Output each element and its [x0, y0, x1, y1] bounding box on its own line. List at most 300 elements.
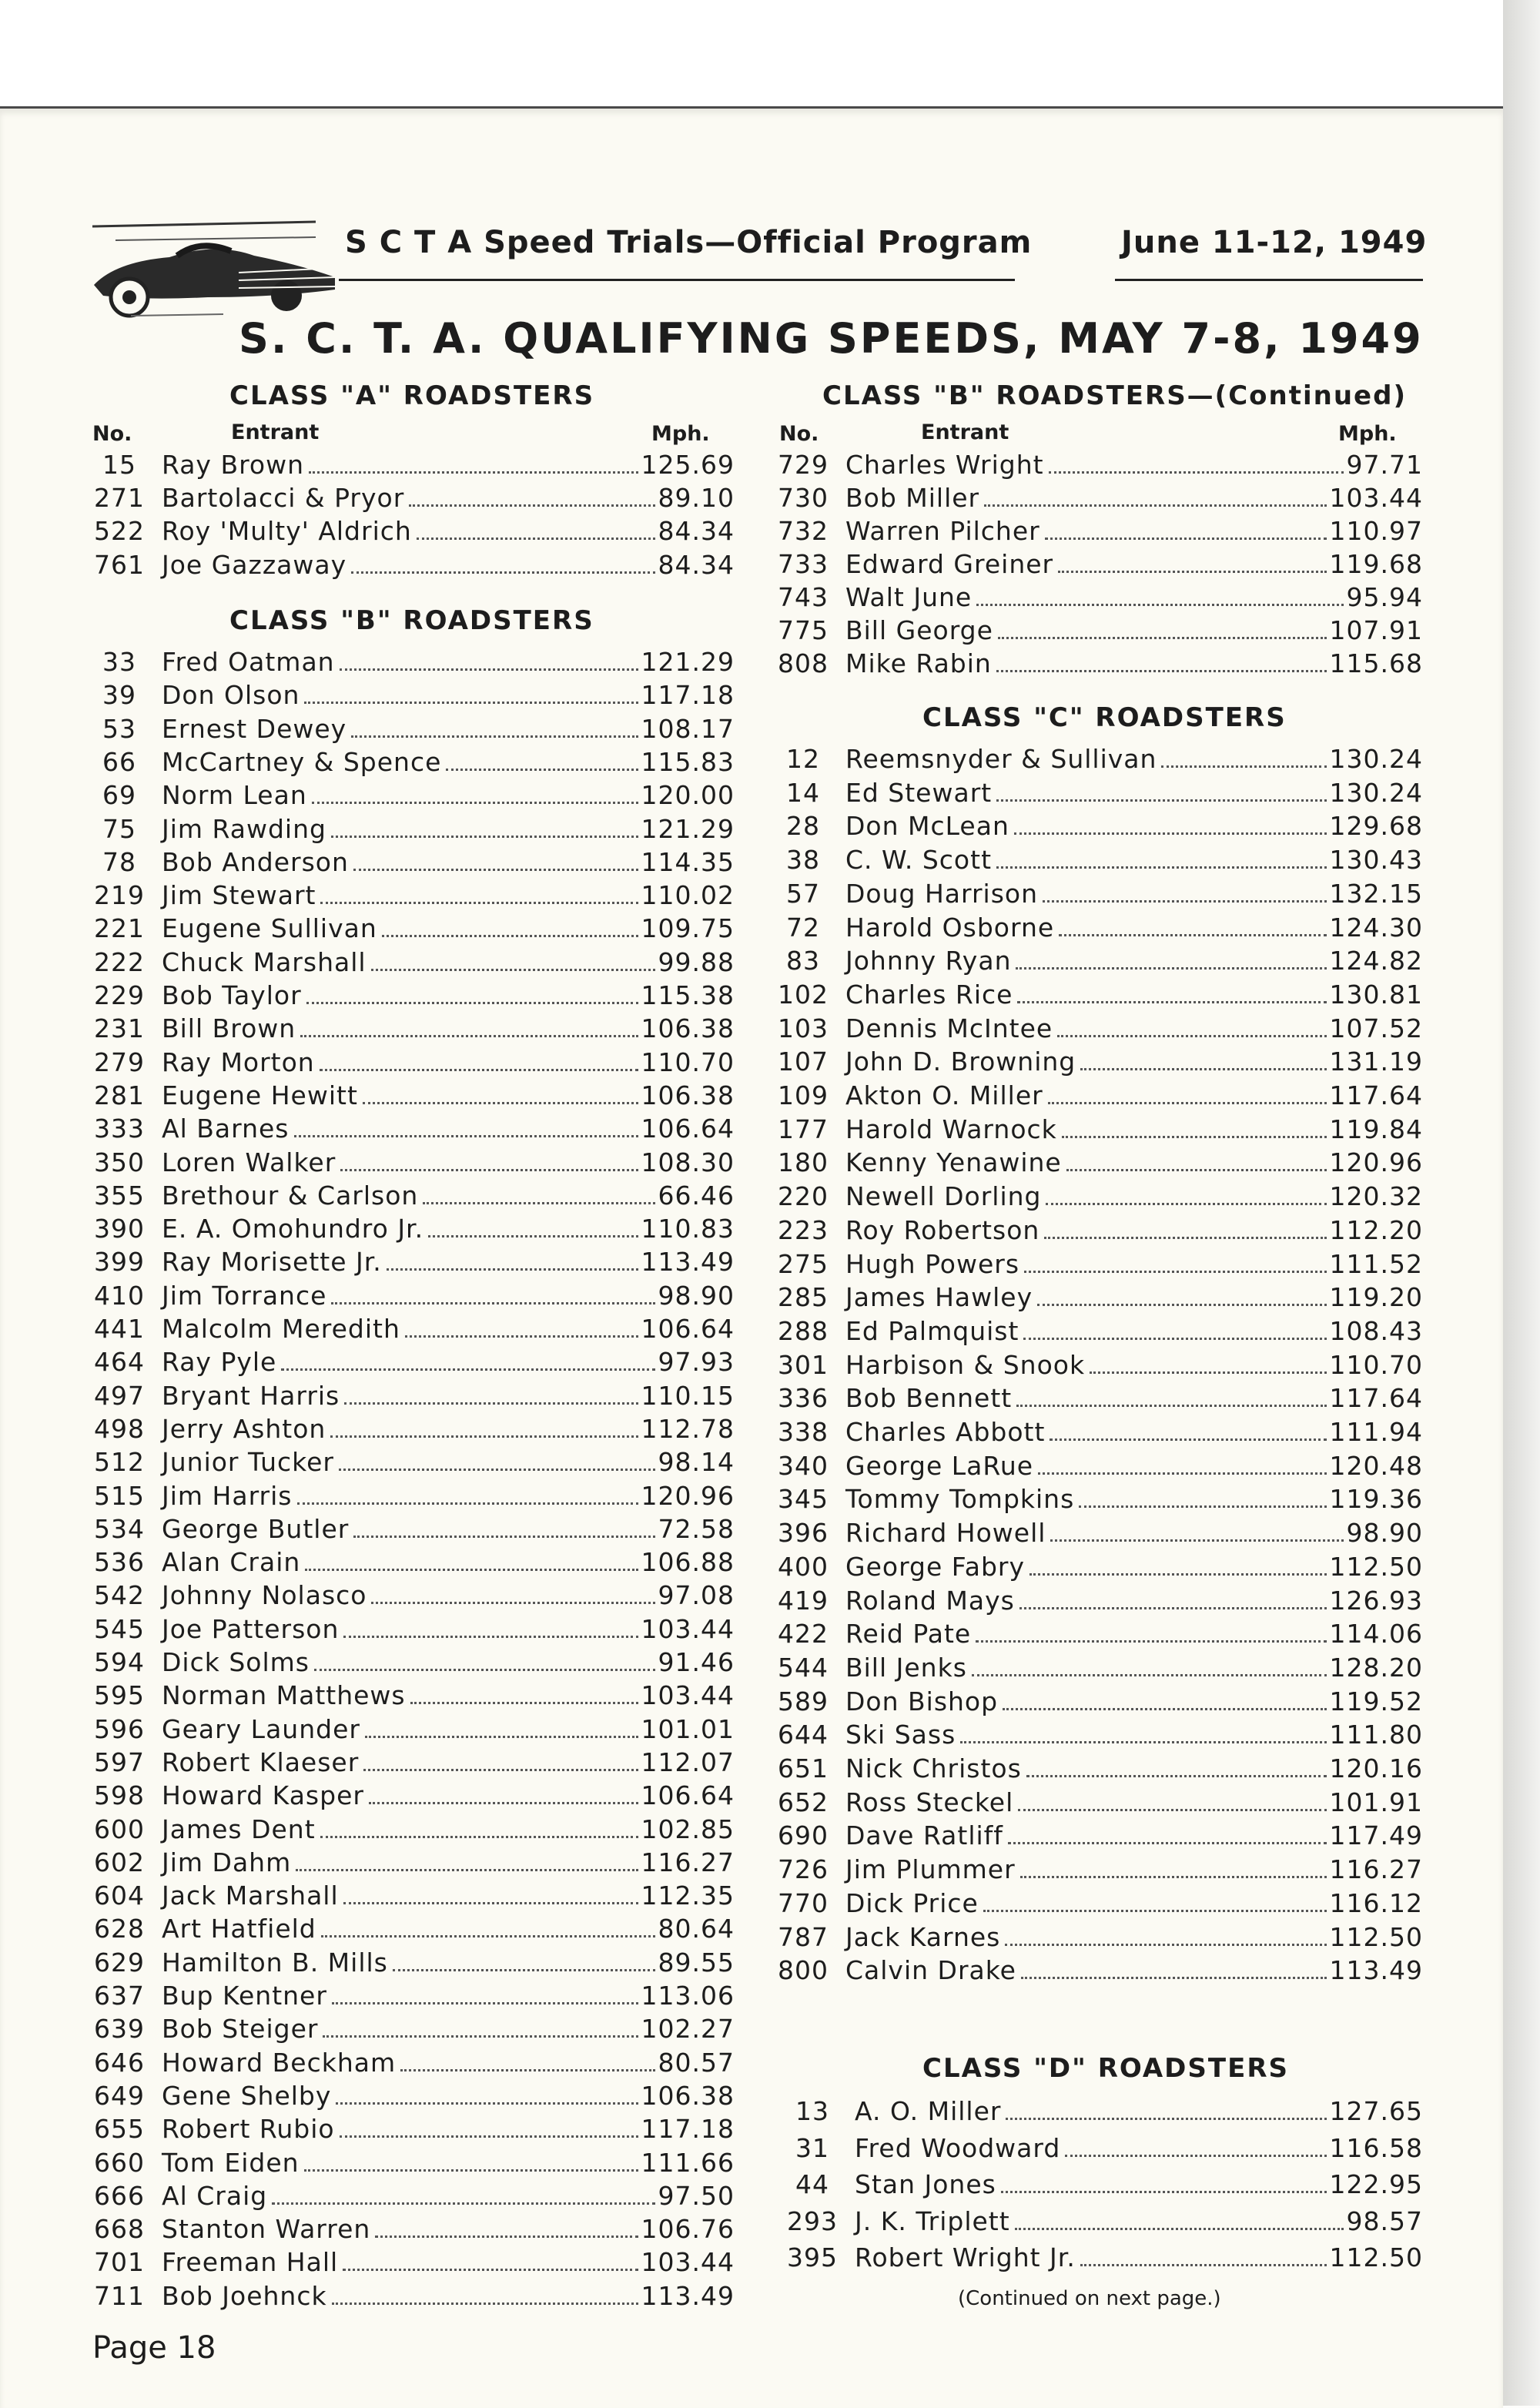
- speed-mph: 112.50: [1329, 2242, 1423, 2272]
- speed-mph: 106.64: [641, 1780, 735, 1811]
- table-row: [761, 778, 1423, 809]
- table-row: [761, 615, 1423, 646]
- dot-leader: [1050, 1539, 1343, 1542]
- dot-leader: [1020, 1876, 1327, 1878]
- entrant-name: C. W. Scott: [845, 845, 993, 876]
- table-row: [77, 1580, 735, 1611]
- entrant-name: Reemsnyder & Sullivan: [845, 744, 1157, 774]
- dot-leader: [1080, 1068, 1326, 1070]
- entrant-name: Edward Greiner: [845, 549, 1054, 579]
- column-header-no: No.: [92, 422, 132, 446]
- speed-mph: 89.55: [658, 1947, 735, 1978]
- dot-leader: [304, 702, 638, 704]
- entry-number: 730: [778, 483, 829, 513]
- speed-mph: 113.49: [1329, 1955, 1423, 1986]
- dot-leader: [343, 2269, 638, 2271]
- speed-mph: 108.17: [641, 713, 735, 744]
- table-row: [77, 1381, 735, 1412]
- entrant-name: J. K. Triplett: [855, 2205, 1010, 2236]
- entry-number: 808: [778, 648, 829, 678]
- entry-number: 595: [94, 1680, 145, 1711]
- entry-number: 333: [94, 1114, 145, 1144]
- entrant-name: Jim Dahm: [162, 1847, 292, 1877]
- speed-mph: 132.15: [1329, 878, 1423, 909]
- dot-leader: [281, 1368, 654, 1371]
- speed-mph: 108.43: [1329, 1315, 1423, 1346]
- dot-leader: [996, 670, 1327, 672]
- speed-mph: 119.68: [1329, 549, 1423, 579]
- entry-number: 107: [778, 1047, 829, 1077]
- table-row: [77, 714, 735, 745]
- speed-mph: 80.64: [658, 1914, 735, 1944]
- dot-leader: [1019, 1607, 1327, 1609]
- entry-number: 271: [94, 483, 145, 514]
- table-row: [77, 483, 735, 514]
- dot-leader: [976, 604, 1343, 606]
- speed-mph: 66.46: [658, 1180, 735, 1211]
- table-row: [761, 1653, 1423, 1683]
- speed-mph: 124.82: [1329, 946, 1423, 976]
- scan-background: [0, 0, 1540, 108]
- dot-leader: [382, 935, 638, 937]
- entry-number: 83: [786, 946, 820, 976]
- entrant-name: Charles Abbott: [845, 1417, 1046, 1447]
- speed-mph: 110.97: [1329, 516, 1423, 546]
- table-row: [761, 582, 1423, 613]
- table-row: [77, 1347, 735, 1378]
- table-row: [77, 1414, 735, 1445]
- speed-mph: 120.32: [1329, 1181, 1423, 1212]
- entry-number: 221: [94, 913, 145, 944]
- dot-leader: [371, 1602, 654, 1604]
- dot-leader: [312, 802, 638, 804]
- entry-number: 419: [778, 1585, 829, 1616]
- table-row: [77, 1647, 735, 1678]
- entrant-name: Robert Rubio: [162, 2114, 335, 2145]
- entrant-name: Jack Karnes: [845, 1921, 1001, 1952]
- dot-leader: [423, 1202, 654, 1204]
- entrant-name: Bill Brown: [162, 1013, 296, 1044]
- dot-leader: [393, 1969, 655, 1971]
- program-header-title: S C T A Speed Trials—Official Program: [345, 225, 1033, 260]
- speed-mph: 102.27: [641, 2014, 735, 2045]
- dot-leader: [1048, 1102, 1327, 1104]
- speed-mph: 101.01: [641, 1713, 735, 1744]
- entrant-name: Malcolm Meredith: [162, 1314, 400, 1344]
- table-row: [77, 1214, 735, 1244]
- entry-number: 596: [94, 1713, 145, 1744]
- speed-mph: 120.96: [1329, 1147, 1423, 1178]
- entry-number: 44: [795, 2169, 829, 2199]
- race-car-logo: [85, 217, 339, 325]
- speed-mph: 98.90: [658, 1280, 735, 1311]
- table-row: [761, 1047, 1423, 1077]
- entrant-name: Gene Shelby: [162, 2080, 332, 2111]
- entry-number: 729: [778, 450, 829, 480]
- speed-mph: 91.46: [658, 1647, 735, 1677]
- table-row: [761, 483, 1423, 514]
- entrant-name: Richard Howell: [845, 1518, 1046, 1549]
- table-row: [77, 780, 735, 811]
- speed-mph: 120.48: [1329, 1450, 1423, 1481]
- speed-mph: 122.95: [1329, 2169, 1423, 2199]
- entrant-name: Harold Osborne: [845, 912, 1055, 943]
- entrant-name: Charles Wright: [845, 450, 1044, 480]
- speed-mph: 107.52: [1329, 1013, 1423, 1043]
- speed-mph: 124.30: [1329, 912, 1423, 943]
- entry-number: 78: [102, 846, 136, 877]
- entry-number: 38: [786, 845, 820, 876]
- speed-mph: 106.64: [641, 1114, 735, 1144]
- table-row: [77, 2014, 735, 2045]
- entry-number: 711: [94, 2280, 145, 2311]
- program-header-date: June 11-12, 1949: [1121, 225, 1428, 260]
- dot-leader: [339, 1469, 655, 1471]
- entry-number: 597: [94, 1747, 145, 1777]
- entry-number: 542: [94, 1580, 145, 1611]
- entry-number: 732: [778, 516, 829, 546]
- speed-mph: 111.80: [1329, 1720, 1423, 1750]
- speed-mph: 116.27: [641, 1847, 735, 1877]
- page-number: Page 18: [92, 2330, 216, 2366]
- speed-mph: 117.18: [641, 680, 735, 711]
- entry-number: 13: [795, 2096, 829, 2126]
- entry-number: 275: [778, 1248, 829, 1279]
- table-row: [77, 1714, 735, 1745]
- entrant-name: Bob Joehnck: [162, 2280, 327, 2311]
- speed-mph: 117.49: [1329, 1820, 1423, 1851]
- dot-leader: [369, 1802, 638, 1804]
- entry-number: 177: [778, 1114, 829, 1144]
- dot-leader: [343, 1902, 638, 1904]
- table-row: [761, 1417, 1423, 1448]
- speed-mph: 120.00: [641, 780, 735, 811]
- entry-number: 57: [786, 878, 820, 909]
- dot-leader: [272, 2202, 654, 2205]
- speed-mph: 97.08: [658, 1580, 735, 1611]
- entrant-name: Jim Rawding: [162, 813, 326, 844]
- speed-mph: 116.12: [1329, 1887, 1423, 1918]
- entry-number: 497: [94, 1380, 145, 1411]
- speed-mph: 111.94: [1329, 1417, 1423, 1447]
- table-row: [77, 1947, 735, 1978]
- entrant-name: Ernest Dewey: [162, 713, 347, 744]
- entry-number: 701: [94, 2247, 145, 2278]
- entrant-name: Bob Bennett: [845, 1383, 1013, 1414]
- entrant-name: George Fabry: [845, 1551, 1026, 1582]
- entrant-name: Walt June: [845, 582, 973, 612]
- dot-leader: [1046, 1203, 1326, 1205]
- entry-number: 604: [94, 1881, 145, 1911]
- table-row: [761, 1787, 1423, 1818]
- entry-number: 666: [94, 2180, 145, 2211]
- dot-leader: [297, 1502, 638, 1505]
- table-row: [77, 647, 735, 678]
- entrant-name: Johnny Nolasco: [162, 1580, 367, 1611]
- dot-leader: [1016, 967, 1326, 970]
- entrant-name: Roland Mays: [845, 1585, 1015, 1616]
- dot-leader: [1037, 1304, 1326, 1306]
- table-row: [761, 1013, 1423, 1044]
- entrant-name: Norman Matthews: [162, 1680, 406, 1711]
- entry-number: 223: [778, 1214, 829, 1245]
- dot-leader: [1066, 1169, 1327, 1171]
- entry-number: 231: [94, 1013, 145, 1044]
- entry-number: 279: [94, 1047, 145, 1077]
- entrant-name: Don Bishop: [845, 1686, 999, 1716]
- entrant-name: Junior Tucker: [162, 1447, 334, 1478]
- table-row: [761, 1720, 1423, 1750]
- entrant-name: Doug Harrison: [845, 878, 1039, 909]
- speed-mph: 97.93: [658, 1347, 735, 1378]
- entry-number: 639: [94, 2014, 145, 2045]
- dot-leader: [332, 2303, 638, 2305]
- speed-mph: 95.94: [1346, 582, 1423, 612]
- speed-mph: 120.96: [641, 1480, 735, 1511]
- dot-leader: [340, 2135, 638, 2138]
- speed-mph: 89.10: [658, 483, 735, 514]
- entrant-name: James Dent: [162, 1814, 316, 1844]
- table-row: [761, 1619, 1423, 1649]
- entry-number: 512: [94, 1447, 145, 1478]
- dot-leader: [1058, 571, 1326, 573]
- table-row: [761, 1552, 1423, 1582]
- speed-mph: 72.58: [658, 1513, 735, 1544]
- speed-mph: 127.65: [1329, 2096, 1423, 2126]
- dot-leader: [1057, 1035, 1326, 1037]
- dot-leader: [332, 2002, 638, 2004]
- table-row: [770, 2242, 1423, 2273]
- entrant-name: Akton O. Miller: [845, 1080, 1043, 1110]
- entrant-name: Stanton Warren: [162, 2214, 371, 2245]
- table-row: [761, 1922, 1423, 1953]
- entry-number: 220: [778, 1181, 829, 1212]
- entry-number: 628: [94, 1914, 145, 1944]
- speed-mph: 115.38: [641, 980, 735, 1010]
- table-row: [761, 516, 1423, 547]
- speed-mph: 130.24: [1329, 777, 1423, 808]
- entrant-name: Bartolacci & Pryor: [162, 483, 405, 514]
- entry-number: 288: [778, 1315, 829, 1346]
- header-rule-left: [339, 279, 1015, 281]
- entry-number: 589: [778, 1686, 829, 1716]
- table-row: [761, 1181, 1423, 1212]
- table-row: [77, 2281, 735, 2312]
- entrant-name: Robert Klaeser: [162, 1747, 360, 1777]
- speed-mph: 110.15: [641, 1380, 735, 1411]
- entry-number: 400: [778, 1551, 829, 1582]
- entry-number: 544: [778, 1652, 829, 1683]
- entrant-name: Don McLean: [845, 811, 1009, 842]
- dot-leader: [304, 2169, 638, 2172]
- table-row: [77, 1514, 735, 1545]
- dot-leader: [296, 1869, 638, 1871]
- entrant-name: Ski Sass: [845, 1720, 956, 1750]
- entry-number: 733: [778, 549, 829, 579]
- speed-mph: 98.14: [658, 1447, 735, 1478]
- dot-leader: [409, 504, 654, 507]
- table-row: [761, 1955, 1423, 1986]
- table-row: [761, 1586, 1423, 1616]
- speed-mph: 112.35: [641, 1881, 735, 1911]
- entrant-name: Brethour & Carlson: [162, 1180, 419, 1211]
- table-row: [761, 913, 1423, 943]
- dot-leader: [1018, 1809, 1326, 1811]
- entrant-name: A. O. Miller: [855, 2096, 1002, 2126]
- speed-mph: 111.66: [641, 2147, 735, 2178]
- speed-mph: 125.69: [641, 450, 735, 480]
- entrant-name: Ray Morton: [162, 1047, 315, 1077]
- table-row: [77, 1314, 735, 1345]
- dot-leader: [294, 1135, 638, 1137]
- speed-mph: 84.34: [658, 516, 735, 547]
- entry-number: 515: [94, 1480, 145, 1511]
- class-b-continued-title: CLASS "B" ROADSTERS—(Continued): [822, 380, 1407, 411]
- dot-leader: [960, 1741, 1326, 1743]
- entry-number: 534: [94, 1513, 145, 1544]
- speed-mph: 110.70: [641, 1047, 735, 1077]
- dot-leader: [1045, 538, 1327, 540]
- entry-number: 522: [94, 516, 145, 547]
- entrant-name: Charles Rice: [845, 979, 1013, 1010]
- speed-mph: 106.88: [641, 1547, 735, 1578]
- entrant-name: Nick Christos: [845, 1753, 1022, 1783]
- entrant-name: Mike Rabin: [845, 648, 992, 678]
- speed-mph: 130.43: [1329, 845, 1423, 876]
- entrant-name: Jerry Ashton: [162, 1413, 326, 1444]
- entry-number: 644: [778, 1720, 829, 1750]
- table-row: [77, 880, 735, 911]
- table-row: [761, 1888, 1423, 1919]
- dot-leader: [351, 735, 638, 738]
- table-row: [77, 913, 735, 944]
- dot-leader: [428, 1235, 638, 1237]
- table-row: [761, 1383, 1423, 1414]
- entrant-name: Bryant Harris: [162, 1380, 340, 1411]
- speed-mph: 130.81: [1329, 979, 1423, 1010]
- table-row: [761, 1316, 1423, 1347]
- dot-leader: [363, 1769, 638, 1771]
- speed-mph: 113.49: [641, 2280, 735, 2311]
- speed-mph: 110.70: [1329, 1349, 1423, 1380]
- entrant-name: Joe Patterson: [162, 1613, 340, 1644]
- speed-mph: 106.38: [641, 2080, 735, 2111]
- speed-mph: 106.38: [641, 1013, 735, 1044]
- entry-number: 12: [786, 744, 820, 774]
- table-row: [77, 2048, 735, 2078]
- entry-number: 15: [102, 450, 136, 480]
- entry-number: 787: [778, 1921, 829, 1952]
- page-title: S. C. T. A. QUALIFYING SPEEDS, MAY 7-8, 1949: [239, 314, 1424, 363]
- entrant-name: Norm Lean: [162, 780, 307, 811]
- entrant-name: Ed Stewart: [845, 777, 993, 808]
- speed-mph: 101.91: [1329, 1787, 1423, 1817]
- entrant-name: Bob Miller: [845, 483, 980, 513]
- speed-mph: 121.29: [641, 813, 735, 844]
- dot-leader: [1005, 1944, 1326, 1946]
- dot-leader: [1049, 471, 1344, 474]
- entry-number: 775: [778, 615, 829, 645]
- entrant-name: Jim Plummer: [845, 1854, 1016, 1885]
- entry-number: 390: [94, 1214, 145, 1244]
- entrant-name: Johnny Ryan: [845, 946, 1012, 976]
- table-row: [77, 1247, 735, 1278]
- speed-mph: 119.36: [1329, 1484, 1423, 1515]
- speed-mph: 112.78: [641, 1413, 735, 1444]
- dot-leader: [1006, 2118, 1326, 2120]
- table-row: [77, 2114, 735, 2145]
- dot-leader: [305, 1569, 638, 1571]
- entry-number: 39: [102, 680, 136, 711]
- table-row: [770, 2096, 1423, 2127]
- table-row: [761, 1518, 1423, 1549]
- entry-number: 598: [94, 1780, 145, 1811]
- dot-leader: [410, 1702, 638, 1704]
- column-header-entrant: Entrant: [231, 420, 320, 444]
- table-row: [77, 1747, 735, 1778]
- table-row: [761, 450, 1423, 481]
- entrant-name: Bob Taylor: [162, 980, 302, 1010]
- dot-leader: [387, 1268, 638, 1271]
- table-row: [761, 1854, 1423, 1885]
- speed-mph: 97.71: [1346, 450, 1423, 480]
- dot-leader: [365, 1736, 638, 1738]
- dot-leader: [353, 869, 638, 871]
- entrant-name: Fred Oatman: [162, 647, 335, 677]
- dot-leader: [405, 1335, 638, 1338]
- entry-number: 75: [102, 813, 136, 844]
- table-row: [761, 1686, 1423, 1717]
- column-header-mph: Mph.: [651, 422, 710, 446]
- dot-leader: [1016, 1405, 1326, 1407]
- entrant-name: Ray Morisette Jr.: [162, 1247, 382, 1278]
- entry-number: 219: [94, 880, 145, 911]
- table-row: [761, 1282, 1423, 1313]
- entrant-name: Newell Dorling: [845, 1181, 1042, 1212]
- table-row: [77, 747, 735, 778]
- speed-mph: 98.90: [1346, 1518, 1423, 1549]
- speed-mph: 84.34: [658, 549, 735, 580]
- entry-number: 629: [94, 1947, 145, 1978]
- table-row: [761, 1820, 1423, 1851]
- dot-leader: [320, 902, 638, 904]
- entry-number: 726: [778, 1854, 829, 1885]
- entrant-name: Bill Jenks: [845, 1652, 967, 1683]
- entrant-name: Howard Beckham: [162, 2047, 397, 2078]
- entry-number: 336: [778, 1383, 829, 1414]
- speed-mph: 103.44: [1329, 483, 1423, 513]
- class-a-title: CLASS "A" ROADSTERS: [229, 380, 595, 411]
- entry-number: 355: [94, 1180, 145, 1211]
- entry-number: 637: [94, 1981, 145, 2011]
- table-row: [761, 946, 1423, 976]
- dot-leader: [351, 571, 654, 574]
- dot-leader: [1080, 2264, 1327, 2266]
- entry-number: 350: [94, 1147, 145, 1177]
- entry-number: 441: [94, 1314, 145, 1344]
- entrant-name: John D. Browning: [845, 1047, 1076, 1077]
- class-d-title: CLASS "D" ROADSTERS: [922, 2053, 1289, 2084]
- speed-mph: 113.06: [641, 1981, 735, 2011]
- entrant-name: E. A. Omohundro Jr.: [162, 1214, 424, 1244]
- continued-note: (Continued on next page.): [958, 2287, 1221, 2310]
- dot-leader: [400, 2069, 654, 2071]
- dot-leader: [1059, 934, 1326, 936]
- speed-mph: 114.35: [641, 846, 735, 877]
- speed-mph: 99.88: [658, 946, 735, 977]
- speed-mph: 108.30: [641, 1147, 735, 1177]
- table-row: [77, 2081, 735, 2112]
